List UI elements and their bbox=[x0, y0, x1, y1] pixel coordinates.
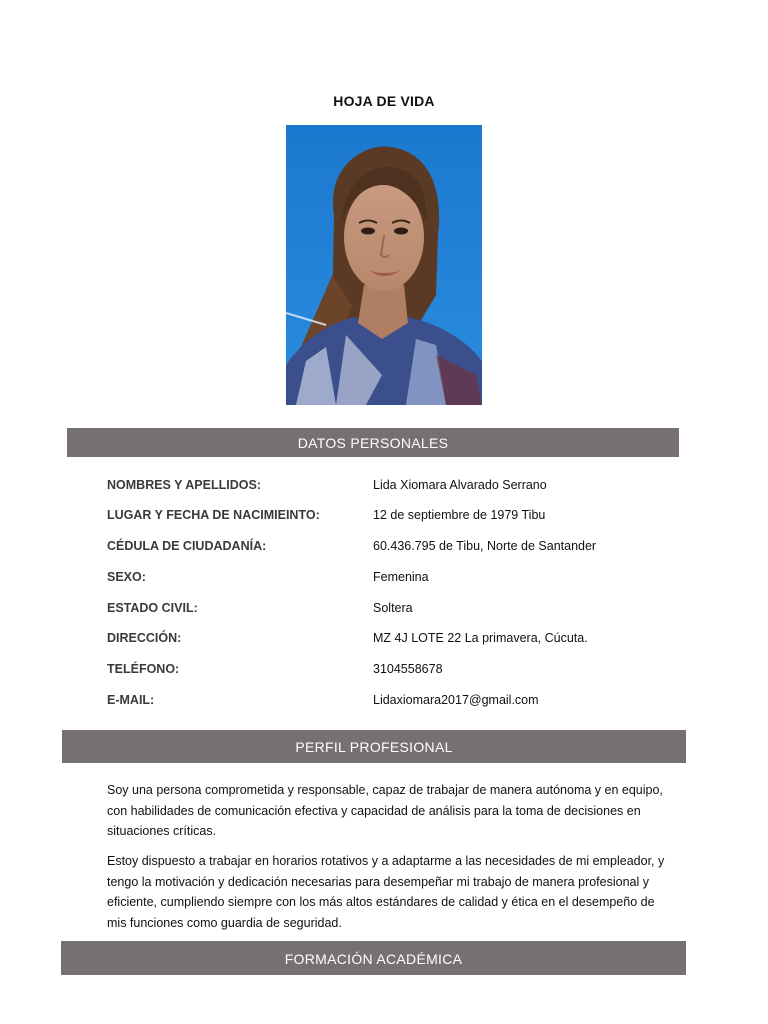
info-value: Lida Xiomara Alvarado Serrano bbox=[373, 478, 547, 492]
info-label: E-MAIL: bbox=[107, 693, 155, 707]
info-row-estado-civil bbox=[107, 601, 707, 621]
info-row-direccion bbox=[107, 631, 707, 651]
profile-paragraph: Soy una persona comprometida y responsable, capaz de trabajar de manera autónoma y en equipo, con habilidades de comunicación efectiva y capacidad de análisis para la toma de decisiones en situaciones críticas. bbox=[107, 783, 663, 838]
info-row-telefono bbox=[107, 662, 707, 682]
document-title: HOJA DE VIDA bbox=[333, 93, 435, 109]
info-value: 60.436.795 de Tibu, Norte de Santander bbox=[373, 539, 597, 553]
info-label: NOMBRES Y APELLIDOS: bbox=[107, 478, 261, 492]
info-value: 3104558678 bbox=[373, 662, 443, 676]
info-row-email bbox=[107, 693, 707, 713]
info-value: Soltera bbox=[373, 601, 413, 615]
info-label: TELÉFONO: bbox=[107, 662, 180, 676]
section-formacion-academica: FORMACIÓN ACADÉMICA bbox=[61, 941, 686, 975]
info-label: ESTADO CIVIL: bbox=[107, 601, 198, 615]
section-perfil-profesional: PERFIL PROFESIONAL bbox=[62, 730, 686, 763]
info-value: Femenina bbox=[373, 570, 429, 584]
info-value: 12 de septiembre de 1979 Tibu bbox=[373, 508, 546, 522]
info-row-nombres bbox=[107, 478, 707, 498]
info-value: Lidaxiomara2017@gmail.com bbox=[373, 693, 539, 707]
info-row-nacimiento bbox=[107, 508, 707, 528]
info-label: SEXO: bbox=[107, 570, 146, 584]
info-row-sexo bbox=[107, 570, 707, 590]
info-value: MZ 4J LOTE 22 La primavera, Cúcuta. bbox=[373, 631, 588, 645]
info-label: LUGAR Y FECHA DE NACIMIEINTO: bbox=[107, 508, 320, 522]
section-datos-personales: DATOS PERSONALES bbox=[67, 428, 679, 457]
info-row-cedula bbox=[107, 539, 707, 559]
profile-paragraph: Estoy dispuesto a trabajar en horarios rotativos y a adaptarme a las necesidades de mi empleador, y tengo la motivación y dedicación necesarias para desempeñar mi trabajo de manera profesional y eficiente, cumpliendo siempre con los más altos estándares de calidad y ética en el desempeño de mis funciones como guardia de seguridad. bbox=[107, 854, 665, 930]
profile-photo bbox=[286, 125, 482, 405]
info-label: DIRECCIÓN: bbox=[107, 631, 182, 645]
info-label: CÉDULA DE CIUDADANÍA: bbox=[107, 539, 267, 553]
